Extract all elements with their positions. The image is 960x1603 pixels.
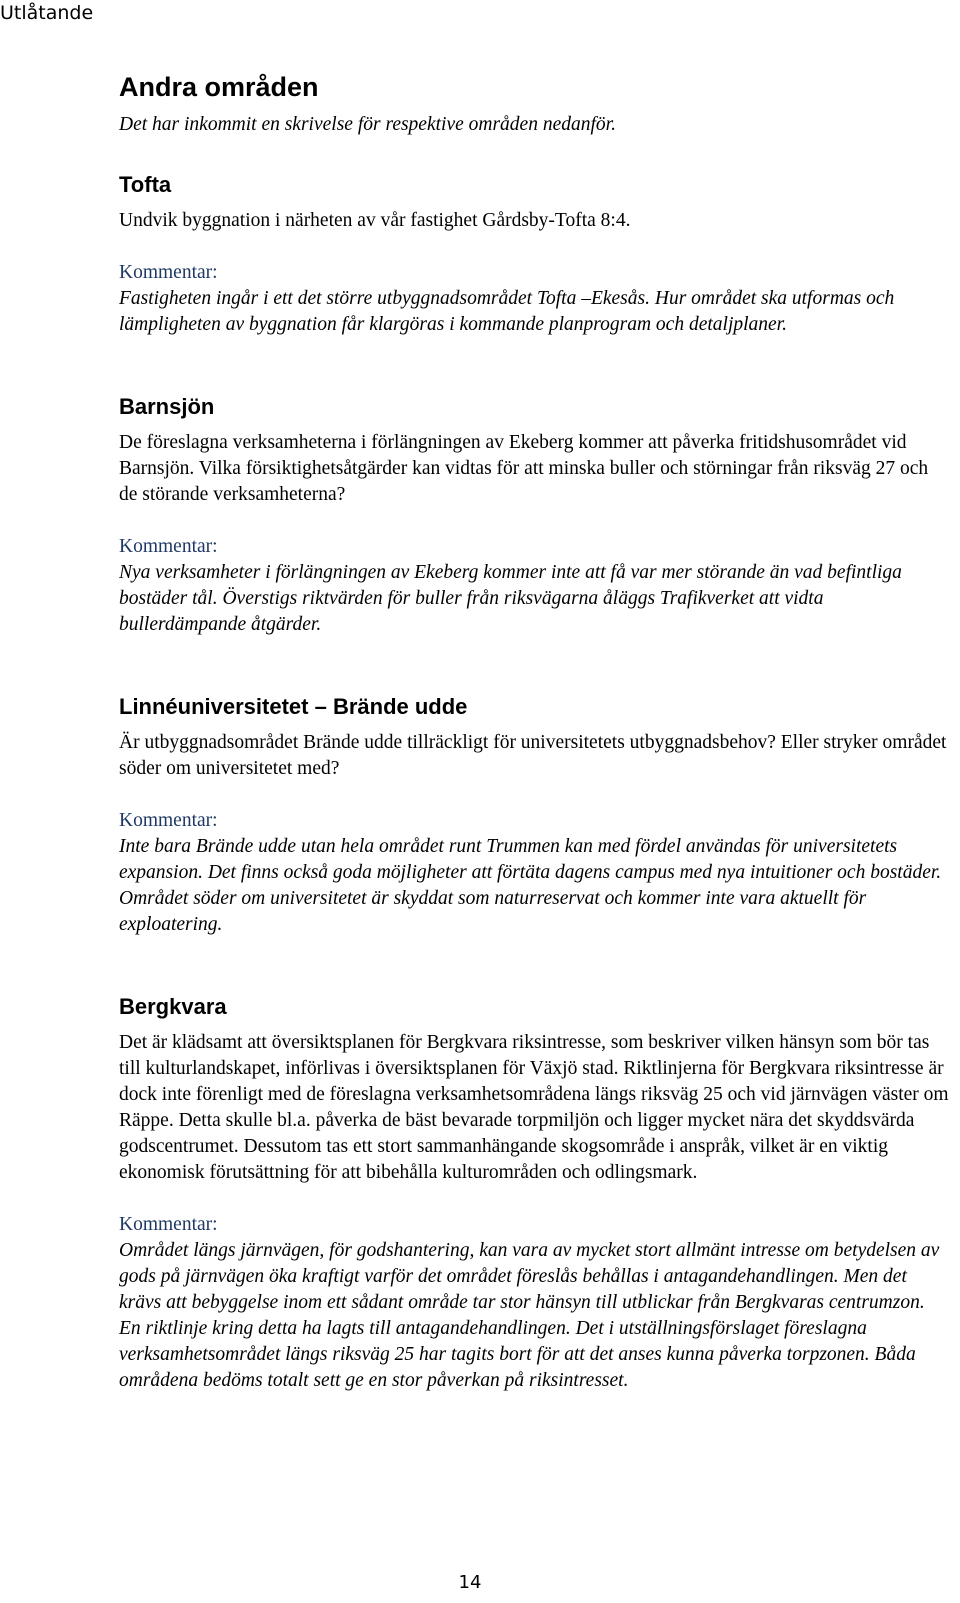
section-heading: Barnsjön xyxy=(119,394,215,419)
section-body: Är utbyggnadsområdet Brände udde tillräckligt för universitetets utbyggnadsbehov? Eller stryker området söder om universitetet med? xyxy=(119,732,947,779)
comment-label: Kommentar: xyxy=(119,810,218,831)
section-comment: Området längs järnvägen, för godshantering, kan vara av mycket stort allmänt intresse om betydelsen av gods på järnvägen öka kraftigt varför det området föreslås behållas i antagandehandlingen. Men det krävs att bebyggelse inom ett sådant område tar stor hänsyn till utblickar från Bergkvaras centrumzon. En riktlinje kring detta ha lagts till antagandehandlingen. Det i utställningsförslaget föreslagna verksamhetsområdet längs riksväg 25 har tagits bort för att det anses kunna påverka torpzonen. Båda områdena bedöms totalt sett ge en stor påverkan på riksintresset. xyxy=(119,1240,940,1391)
page-number: 14 xyxy=(458,1572,482,1593)
section-barnsjon xyxy=(119,390,949,638)
section-heading: Linnéuniversitetet – Brände udde xyxy=(119,694,468,719)
comment-label: Kommentar: xyxy=(119,536,218,557)
section-comment: Fastigheten ingår i ett det större utbyggnadsområdet Tofta –Ekesås. Hur området ska utformas och lämpligheten av byggnation får klargöras i kommande planprogram och detaljplaner. xyxy=(119,288,895,335)
page-title: Andra områden xyxy=(119,72,319,102)
section-body: De föreslagna verksamheterna i förlängningen av Ekeberg kommer att påverka fritidshusområdet vid Barnsjön. Vilka försiktighetsåtgärder kan vidtas för att minska buller och störningar från riksväg 27 och de störande verksamheterna? xyxy=(119,432,929,505)
section-heading: Bergkvara xyxy=(119,994,227,1019)
section-body: Det är klädsamt att översiktsplanen för Bergkvara riksintresse, som beskriver vilken hänsyn som bör tas till kulturlandskapet, införlivas i översiktsplanen för Växjö stad. Riktlinjerna för Bergkvara riksintresse är dock inte förenligt med de föreslagna verksamhetsområdena längs riksväg 25 och vid järnvägen väster om Räppe. Detta skulle bl.a. påverka de bäst bevarade torpmiljön och ligger mycket nära det skyddsvärda godscentrumet. Dessutom tas ett stort sammanhängande skogsområde i anspråk, vilket är en viktig ekonomisk förutsättning för att bibehålla kulturområden och odlingsmark. xyxy=(119,1032,949,1183)
document-body xyxy=(119,68,949,1394)
section-comment: Nya verksamheter i förlängningen av Ekeberg kommer inte att få var mer störande än vad befintliga bostäder tål. Överstigs riktvärden för buller från riksvägarna åläggs Trafikverket att vidta bullerdämpande åtgärder. xyxy=(119,562,902,635)
page-header: Utlåtande xyxy=(0,2,94,24)
intro-text: Det har inkommit en skrivelse för respektive områden nedanför. xyxy=(119,114,616,135)
section-bergkvara xyxy=(119,990,949,1394)
section-body: Undvik byggnation i närheten av vår fastighet Gårdsby-Tofta 8:4. xyxy=(119,210,631,231)
comment-label: Kommentar: xyxy=(119,262,218,283)
section-comment: Inte bara Brände udde utan hela området runt Trummen kan med fördel användas för universitetets expansion. Det finns också goda möjligheter att förtäta dagens campus med nya intuitioner och bostäder. Området söder om universitetet är skyddat som naturreservat och kommer inte vara aktuellt för exploatering. xyxy=(119,836,942,935)
section-linneuniversitetet xyxy=(119,690,949,938)
section-tofta xyxy=(119,168,949,338)
section-heading: Tofta xyxy=(119,172,172,197)
comment-label: Kommentar: xyxy=(119,1214,218,1235)
